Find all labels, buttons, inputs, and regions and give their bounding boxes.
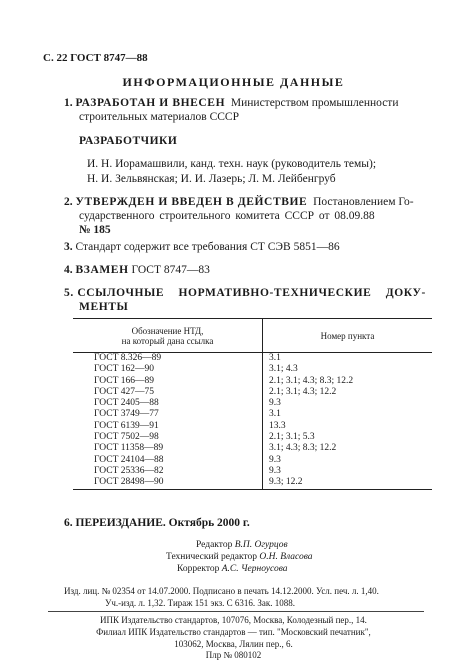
editor-name: В.П. Огурцов	[234, 540, 288, 550]
editor-line	[196, 540, 288, 550]
corrector-line	[177, 564, 288, 574]
table-row	[73, 477, 432, 489]
imprint-line2: Уч.-изд. л. 1,32. Тираж 151 экз. С 6316. Зак. 1088.	[105, 598, 296, 608]
table-header-row	[73, 319, 432, 353]
section-2-line1	[64, 196, 414, 208]
cell-clause: 3.1; 4.3	[269, 364, 298, 375]
col-header-ntd-line1: Обозначение НТД,	[131, 325, 204, 336]
section-2-line3: № 185	[79, 224, 111, 236]
table-row	[73, 376, 432, 387]
section-2-number: 2.	[64, 196, 73, 208]
cell-ntd: ГОСТ 427—75	[73, 387, 263, 398]
table-row	[73, 421, 432, 432]
section-5-number: 5.	[64, 287, 74, 299]
reference-table	[73, 318, 432, 490]
page-title: ИНФОРМАЦИОННЫЕ ДАННЫЕ	[122, 75, 345, 89]
table-row	[73, 398, 432, 409]
cell-clause: 9.3	[269, 454, 281, 465]
cell-ntd: ГОСТ 25336—82	[73, 466, 263, 477]
cell-clause: 2.1; 3.1; 4.3; 8.3; 12.2	[269, 375, 354, 386]
table-row	[73, 364, 432, 375]
reference-table-wrap	[73, 318, 432, 490]
corrector-name: А.С. Черноусова	[221, 564, 288, 574]
section-4-text: ГОСТ 8747—83	[131, 264, 210, 276]
editor-label: Редактор	[196, 540, 233, 550]
cell-clause: 3.1; 4.3; 8.3; 12.2	[269, 443, 337, 454]
tech-editor-name: О.Н. Власова	[259, 552, 313, 562]
section-4-number: 4.	[64, 264, 73, 276]
cell-ntd: ГОСТ 28498—90	[73, 477, 263, 489]
tech-editor-label: Технический редактор	[166, 552, 257, 562]
cell-ntd: ГОСТ 8.326—89	[73, 353, 263, 365]
page-header: С. 22 ГОСТ 8747—88	[43, 52, 148, 64]
cell-ntd: ГОСТ 6139—91	[73, 421, 263, 432]
table-row	[73, 353, 432, 365]
cell-clause: 3.1	[269, 409, 281, 420]
table-row	[73, 443, 432, 454]
table-row	[73, 387, 432, 398]
section-2-line2: сударственного строительного комитета СССР от 08.09.88	[79, 210, 375, 222]
imprint-line6: Плр № 080102	[205, 650, 262, 660]
table-row	[73, 409, 432, 420]
section-6-lead: ПЕРЕИЗДАНИЕ.	[75, 517, 166, 529]
section-2-lead: УТВЕРЖДЕН И ВВЕДЕН В ДЕЙСТВИЕ	[75, 196, 308, 208]
imprint-line5: 103062, Москва, Лялин пер., 6.	[174, 639, 293, 649]
cell-clause: 2.1; 3.1; 4.3; 12.2	[269, 386, 337, 397]
cell-ntd: ГОСТ 2405—88	[73, 398, 263, 409]
section-5-word1: ССЫЛОЧНЫЕ	[77, 287, 165, 299]
section-2-rest: Постановлением Го-	[313, 196, 414, 208]
cell-ntd: ГОСТ 11358—89	[73, 443, 263, 454]
section-5-word3: ДОКУ-	[385, 287, 426, 299]
cell-clause: 9.3; 12.2	[263, 477, 433, 489]
table-row	[73, 455, 432, 466]
cell-clause: 2.1; 3.1; 5.3	[269, 432, 315, 443]
imprint-line4: Филиал ИПК Издательство стандартов — тип. "Московский печатник",	[96, 627, 371, 637]
cell-clause: 13.3	[269, 420, 286, 431]
corrector-label: Корректор	[177, 564, 220, 574]
developers-line1: И. Н. Иорамашвили, канд. техн. наук (руководитель темы);	[87, 158, 377, 170]
section-3	[64, 241, 340, 253]
section-3-number: 3.	[64, 241, 73, 253]
cell-clause: 9.3	[269, 398, 281, 409]
cell-ntd: ГОСТ 3749—77	[73, 409, 263, 420]
table-row	[73, 432, 432, 443]
section-6-text: Октябрь 2000 г.	[168, 517, 250, 529]
section-1-rest: Министерством промышленности	[230, 97, 399, 109]
section-5-line2: МЕНТЫ	[79, 301, 129, 313]
col-header-clause: Номер пункта	[263, 319, 433, 353]
cell-ntd: ГОСТ 24104—88	[73, 455, 263, 466]
section-1-line2: строительных материалов СССР	[79, 111, 239, 123]
developers-heading: РАЗРАБОТЧИКИ	[79, 135, 178, 147]
section-1-number: 1.	[64, 97, 73, 109]
cell-clause: 9.3	[269, 465, 281, 476]
section-5-part-a	[64, 287, 164, 299]
section-1-line1	[64, 97, 398, 109]
section-4-lead: ВЗАМЕН	[75, 264, 129, 276]
cell-ntd: ГОСТ 162—90	[73, 364, 263, 375]
section-4	[64, 264, 210, 276]
cell-ntd: ГОСТ 7502—98	[73, 432, 263, 443]
tech-editor-line	[166, 552, 313, 562]
imprint-line3: ИПК Издательство стандартов, 107076, Москва, Колодезный пер., 14.	[100, 615, 367, 625]
section-3-text: Стандарт содержит все требования СТ СЭВ 5851—86	[75, 241, 340, 253]
imprint-divider	[48, 611, 424, 612]
section-5-word2: НОРМАТИВНО-ТЕХНИЧЕСКИЕ	[178, 287, 372, 299]
section-1-lead: РАЗРАБОТАН И ВНЕСЕН	[75, 97, 226, 109]
cell-ntd: ГОСТ 166—89	[73, 376, 263, 387]
imprint-line1: Изд. лиц. № 02354 от 14.07.2000. Подписано в печать 14.12.2000. Усл. печ. л. 1,40.	[64, 586, 379, 596]
cell-clause: 3.1	[269, 353, 281, 363]
section-5-line1	[64, 287, 426, 299]
developers-line2: Н. И. Зельвянская; И. И. Лазерь; Л. М. Лейбенгруб	[87, 173, 336, 185]
col-header-ntd-line2: на который дана ссылка	[121, 335, 214, 346]
section-6-number: 6.	[64, 517, 73, 529]
table-row	[73, 466, 432, 477]
col-header-ntd	[73, 319, 263, 353]
section-6	[64, 517, 250, 529]
